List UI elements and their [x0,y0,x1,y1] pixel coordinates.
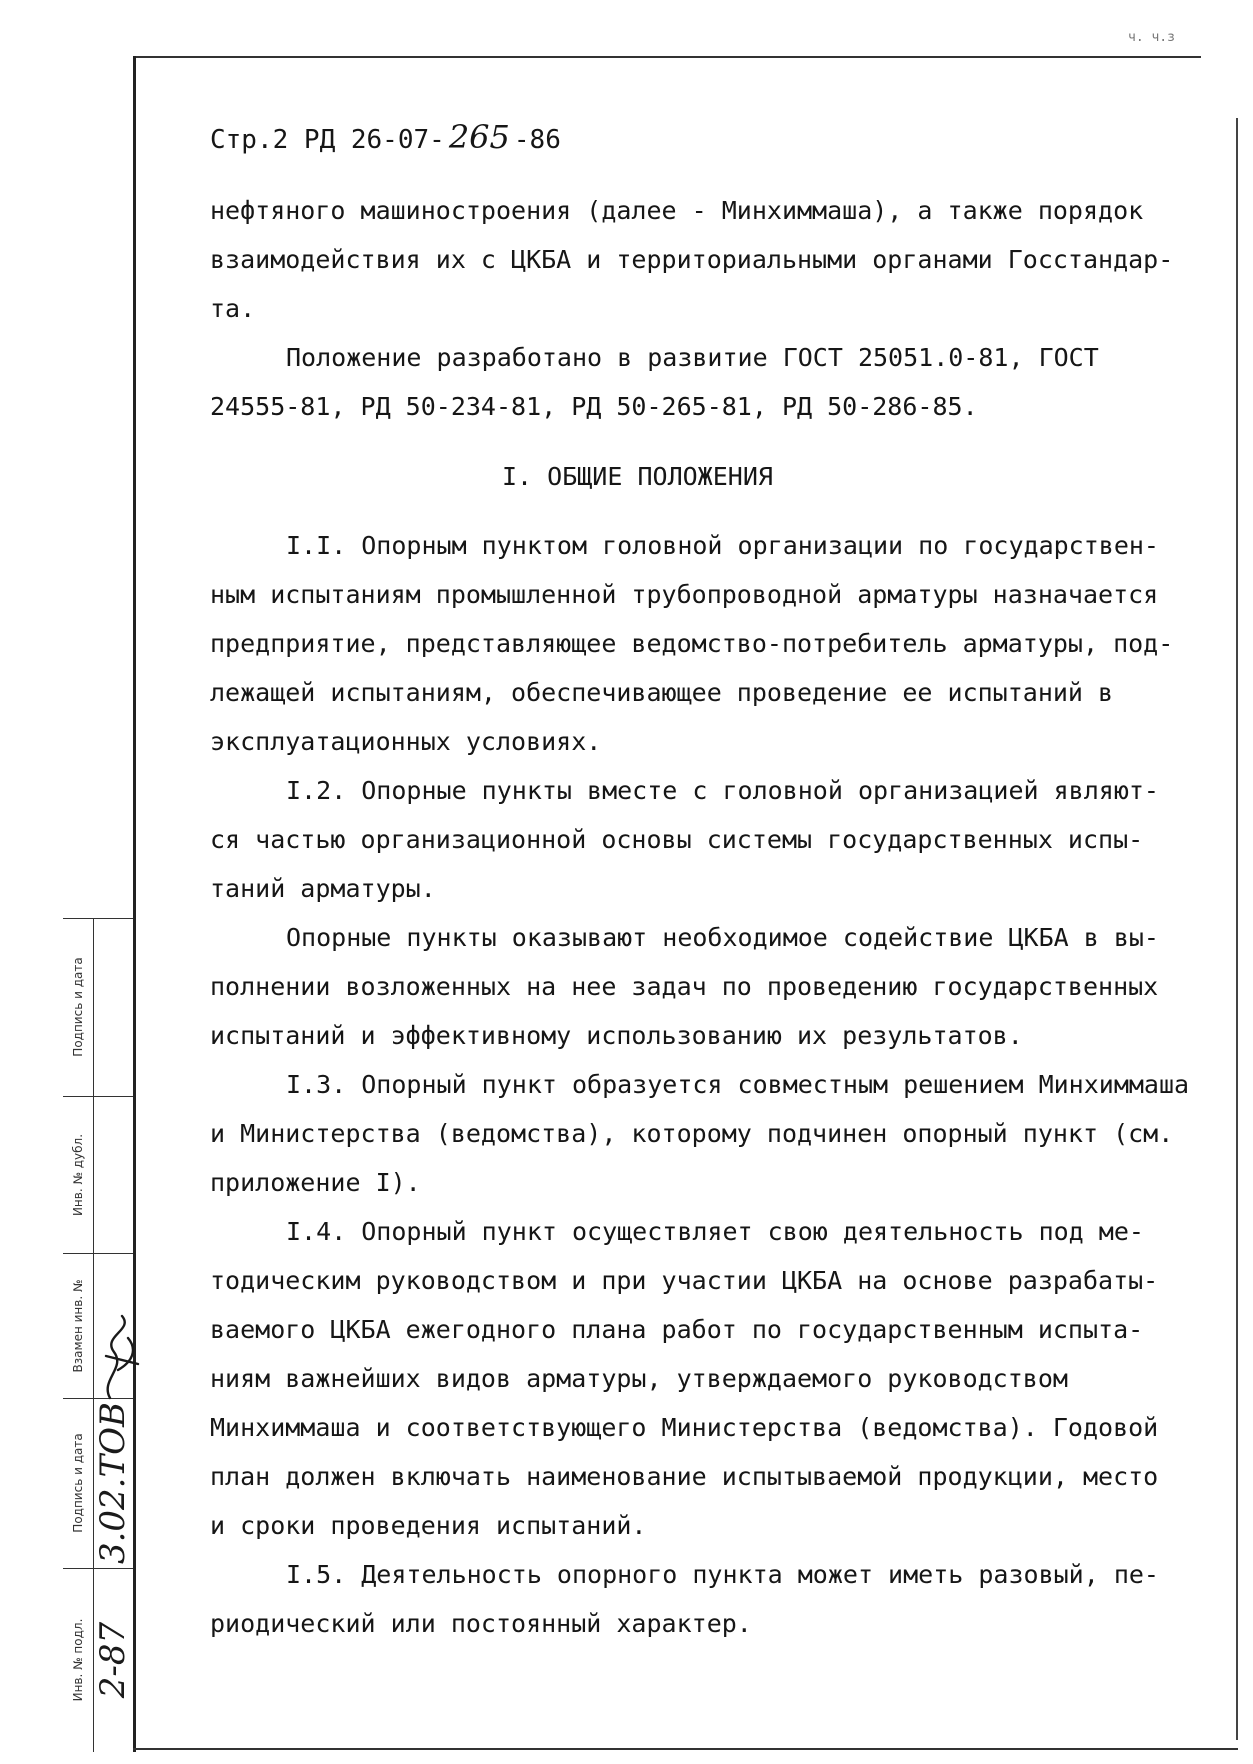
handwritten-stamp-inventory: 2-87 [93,1621,133,1699]
handwritten-stamp-date: 3.02.ТОВ [93,1401,133,1565]
corner-mark: ч. ч.з [1128,30,1175,45]
paragraph-1-4: I.4. Опорный пункт осуществляет свою деятельность под ме- тодическим руководством и при участии ЦКБА на основе разрабаты- ваемого ЦКБА ежегодного плана работ по государственным испыта- ниям важнейших видов арматуры, утверждаемого руководством Минхиммаша и соответствующего Министерства (ведомства). Годовой план должен включать наименование испытываемой продукции, место и сроки проведения испытаний. [210,1217,1159,1540]
stamp-label: Подпись и дата [71,957,85,1057]
stamp-cell-duplicate [63,1096,93,1253]
paragraph-1-3: I.3. Опорный пункт образуется совместным решением Минхиммаша и Министерства (ведомства), которому подчинен опорный пункт (см. приложение I). [210,1070,1190,1197]
stamp-cell-replace [63,1253,93,1398]
page-frame-right [1236,118,1238,1740]
section-title: I. ОБЩИЕ ПОЛОЖЕНИЯ [502,462,773,491]
paragraph-1-2-support: Опорные пункты оказывают необходимое содействие ЦКБА в вы- полнении возложенных на нее задач по проведению государственных испытаний и эффективному использованию их результатов. [210,923,1159,1050]
stamp-label: Инв. № дубл. [71,1133,85,1216]
page-frame-left [133,56,136,1752]
stamp-cell-original [63,1568,133,1752]
header-suffix: -86 [513,125,561,155]
paragraph-developed: Положение разработано в развитие ГОСТ 25051.0-81, ГОСТ 24555-81, РД 50-234-81, РД 50-265-81, РД 50-286-85. [210,343,1099,421]
document-body [210,186,1220,1648]
paragraph-1-2: I.2. Опорные пункты вместе с головной организацией являют- ся частью организационной основы системы государственных испы- таний арматуры. [210,776,1159,903]
handwritten-doc-number: 265 [448,118,510,156]
paragraph-1-5: I.5. Деятельность опорного пункта может иметь разовый, пе- риодический или постоянный характер. [210,1560,1159,1638]
paragraph-1-1: I.I. Опорным пунктом головной организации по государствен- ным испытаниям промышленной трубопроводной арматуры назначается предприятие, представляющее ведомство-потребитель арматуры, под- лежащей испытаниям, обеспечивающее проведение ее испытаний в эксплуатационных условиях. [210,531,1174,756]
page-frame-top [133,56,1201,58]
handwritten-signature [98,1310,148,1405]
stamp-cell-signature-1 [63,918,93,1096]
page-header [210,118,561,156]
stamp-label: Инв. № подл. [71,1618,85,1702]
stamp-label: Взамен инв. № [71,1279,85,1372]
stamp-label: Подпись и дата [71,1433,85,1533]
paragraph-intro-continuation: нефтяного машиностроения (далее - Минхиммаша), а также порядок взаимодействия их с ЦКБА и территориальными органами Госстандар- та. [210,196,1174,323]
page-frame-bottom [133,1748,1238,1750]
header-prefix: Стр.2 РД 26-07- [210,125,445,155]
stamp-cell-signature-2 [63,1398,133,1568]
